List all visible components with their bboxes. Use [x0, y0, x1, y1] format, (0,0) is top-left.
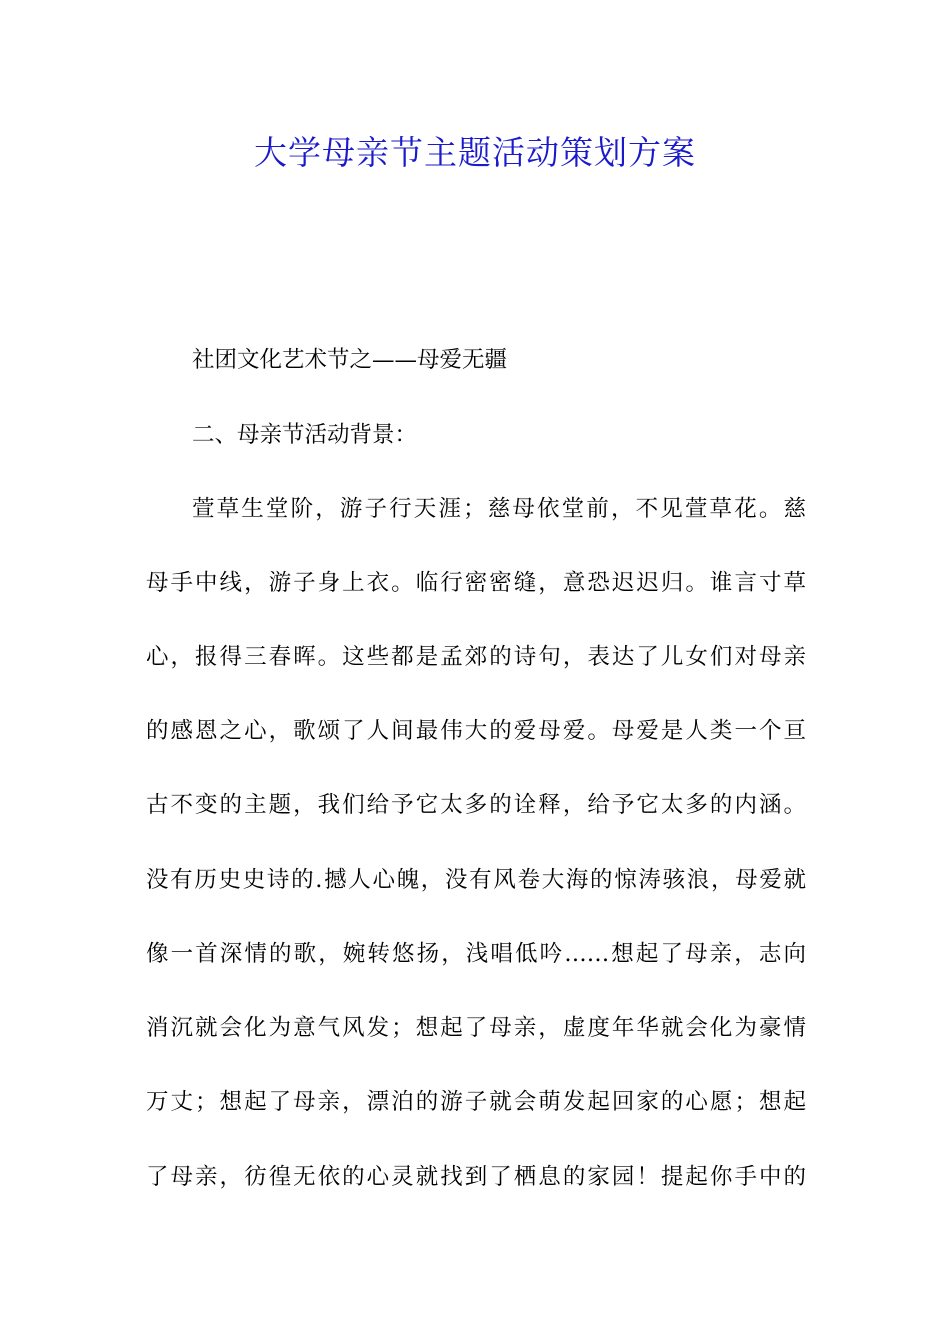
body-line: 古不变的主题，我们给予它太多的诠释，给予它太多的内涵。 [146, 792, 806, 818]
body-line: 的感恩之心，歌颂了人间最伟大的爱母爱。母爱是人类一个亘 [146, 718, 806, 744]
body-line: 萱草生堂阶，游子行天涯；慈母依堂前，不见萱草花。慈 [192, 496, 806, 522]
body-line: 万丈；想起了母亲，漂泊的游子就会萌发起回家的心愿；想起 [146, 1089, 806, 1115]
subtitle-line: 社团文化艺术节之——母爱无疆 [192, 347, 508, 373]
section-heading: 二、母亲节活动背景： [192, 422, 418, 448]
body-line: 心，报得三春晖。这些都是孟郊的诗句，表达了儿女们对母亲 [146, 644, 806, 670]
body-line: 了母亲，彷徨无依的心灵就找到了栖息的家园！提起你手中的 [146, 1164, 806, 1190]
document-title: 大学母亲节主题活动策划方案 [254, 133, 696, 172]
body-line: 母手中线，游子身上衣。临行密密缝，意恐迟迟归。谁言寸草 [146, 570, 806, 596]
body-line: 消沉就会化为意气风发；想起了母亲，虚度年华就会化为豪情 [146, 1015, 806, 1041]
body-line: 像一首深情的歌，婉转悠扬，浅唱低吟……想起了母亲，志向 [146, 941, 806, 967]
body-line: 没有历史史诗的.撼人心魄，没有风卷大海的惊涛骇浪，母爱就 [146, 867, 806, 893]
